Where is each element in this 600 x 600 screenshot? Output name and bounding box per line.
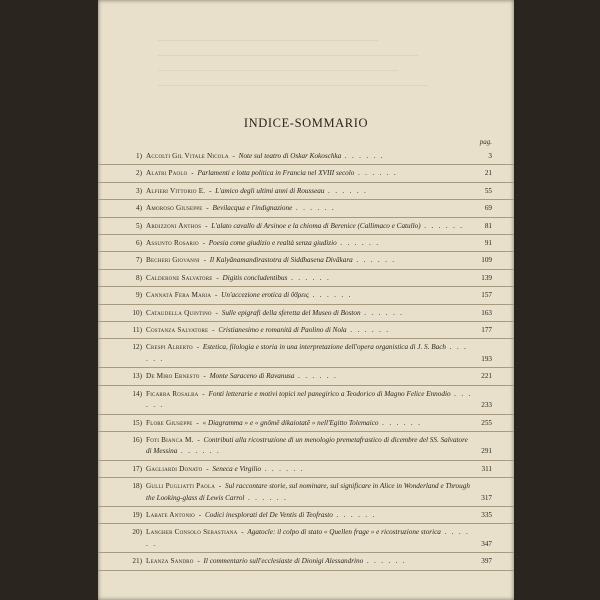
entry-separator: - bbox=[203, 221, 210, 230]
entry-separator: - bbox=[214, 273, 221, 282]
entry-leader-dots: . . . . . . bbox=[341, 152, 385, 160]
entry-number: 10) bbox=[132, 308, 142, 317]
entry-text bbox=[146, 308, 514, 319]
entry-text bbox=[146, 435, 514, 458]
entry-page-number: 233 bbox=[481, 401, 492, 410]
entry-title: Sulle epigrafi della sferetta del Museo di Boston bbox=[221, 308, 361, 317]
entry-leader-dots: . . . . . . bbox=[146, 528, 470, 548]
entry-text bbox=[146, 203, 514, 214]
entry-title: Cristianesimo e romanità di Paolino di Nola bbox=[218, 326, 347, 335]
entry-number: 15) bbox=[132, 418, 142, 427]
entry-title: L'alato cavallo di Arsinoe e la chioma di Berenice (Callimaco e Catullo) bbox=[211, 221, 421, 230]
entry-text bbox=[146, 238, 514, 249]
entry-author: Gulli Pugliatti Paola bbox=[146, 482, 216, 491]
entry-number: 20) bbox=[132, 528, 142, 537]
entry-author: Cannatà Fera Maria bbox=[146, 291, 212, 300]
entry-author: Flore Giuseppe bbox=[146, 418, 193, 427]
entry-author: Gagliardi Donato bbox=[146, 464, 203, 473]
entry-title: Estetica, filologia e storia in una interpretazione dell'opera organistica di J. S. Bach bbox=[202, 343, 447, 352]
entry-text bbox=[146, 151, 514, 162]
entry-number: 13) bbox=[132, 372, 142, 381]
entry-author: Amoroso Giuseppe bbox=[146, 204, 203, 213]
entry-page-number: 347 bbox=[481, 539, 492, 548]
entry-separator: - bbox=[194, 418, 201, 427]
entry-leader-dots: . . . . . . bbox=[352, 256, 396, 265]
entry-text bbox=[146, 510, 514, 521]
entry-leader-dots: . . . . . . bbox=[146, 389, 473, 410]
entry-page-number: 221 bbox=[481, 372, 492, 381]
entry-author: Costanza Salvatore bbox=[146, 326, 209, 335]
entry-author: Labate Antonio bbox=[146, 510, 195, 519]
entry-leader-dots: . . . . . . bbox=[360, 308, 404, 317]
entry-leader-dots: . . . . . . bbox=[177, 447, 221, 456]
entry-author: Alfieri Vittorio E. bbox=[146, 186, 206, 195]
entry-text bbox=[146, 186, 514, 197]
entry-leader-dots: . . . . . . bbox=[308, 291, 353, 300]
entry-author: Ficarra Rosalba bbox=[146, 389, 199, 398]
toc-entry bbox=[98, 305, 514, 322]
entry-page-number: 3 bbox=[488, 152, 492, 160]
entry-page-number: 157 bbox=[481, 291, 492, 300]
entry-page-number: 163 bbox=[481, 308, 492, 317]
toc-entry bbox=[98, 235, 514, 252]
entry-number: 6) bbox=[136, 239, 142, 248]
entry-number: 18) bbox=[132, 482, 142, 491]
entry-separator: - bbox=[195, 435, 202, 444]
entry-author: De Miro Ernesto bbox=[146, 372, 200, 381]
entry-separator: - bbox=[196, 510, 203, 519]
entry-number: 4) bbox=[136, 204, 142, 213]
toc-entry bbox=[98, 183, 514, 200]
entry-number: 2) bbox=[136, 169, 142, 178]
entry-separator: - bbox=[200, 239, 207, 248]
toc-entry bbox=[98, 478, 514, 507]
entry-title: Agatocle: il colpo di stato « Quellen frage » e ricostruzione storica bbox=[247, 528, 441, 537]
entry-number: 16) bbox=[132, 435, 142, 444]
entry-page-number: 311 bbox=[481, 464, 492, 473]
entry-text bbox=[146, 221, 514, 232]
entry-separator: - bbox=[217, 482, 224, 491]
entry-separator: - bbox=[189, 169, 196, 178]
entry-leader-dots: . . . . . . bbox=[336, 239, 380, 248]
toc-entry bbox=[98, 270, 514, 287]
entry-separator: - bbox=[194, 343, 201, 352]
entry-author: Assunto Rosario bbox=[146, 239, 199, 248]
entry-title: Bevilacqua e l'indignazione bbox=[212, 204, 293, 213]
entry-separator: - bbox=[213, 291, 220, 300]
entry-title: Digitis concludentibus bbox=[222, 273, 288, 282]
entry-leader-dots: . . . . . . bbox=[332, 510, 377, 519]
book-page bbox=[98, 0, 514, 600]
entry-title: Fonti letterarie e motivi topici nel panegirico a Teodorico di Magno Felice Ennodio bbox=[208, 389, 451, 398]
entry-title: Codici inesplorati del De Ventis di Teofrasto bbox=[204, 510, 333, 519]
entry-leader-dots: . . . . . . bbox=[324, 186, 368, 195]
entry-number: 12) bbox=[132, 343, 142, 352]
toc-entry bbox=[98, 165, 514, 182]
entry-number: 21) bbox=[132, 557, 142, 566]
entry-separator: - bbox=[201, 372, 208, 381]
entry-number: 7) bbox=[136, 256, 142, 265]
entry-text bbox=[146, 418, 514, 429]
entry-title: Il commentario sull'ecclesiaste di Dionigi Alessandrino bbox=[203, 557, 364, 566]
entry-title: Seneca e Virgilio bbox=[212, 464, 262, 473]
entry-title: Note sul teatro di Oskar Kokoschka bbox=[238, 152, 342, 160]
toc-entry bbox=[98, 148, 514, 165]
toc-entry bbox=[98, 368, 514, 385]
entry-leader-dots: . . . . . . bbox=[420, 221, 464, 230]
entry-page-number: 81 bbox=[484, 221, 492, 230]
entry-page-number: 397 bbox=[481, 557, 492, 566]
entry-number: 1) bbox=[136, 152, 142, 160]
page-column-label: pag. bbox=[479, 138, 492, 146]
entry-author: Calderone Salvatore bbox=[146, 273, 213, 282]
entry-title: Poesia come giudizio e realtà senza giudizio bbox=[208, 239, 337, 248]
entry-page-number: 177 bbox=[481, 326, 492, 335]
bleed-through-text bbox=[98, 0, 514, 100]
entry-title: Un'accezione erotica di ὕϐρεις bbox=[221, 291, 309, 300]
entry-author: Ardizzoni Anthos bbox=[146, 221, 202, 230]
entry-leader-dots: . . . . . . bbox=[346, 326, 390, 335]
entry-text bbox=[146, 273, 514, 284]
entry-author: Alatri Paolo bbox=[146, 169, 188, 178]
entry-title: « Diagramma » e « gnômē dikaiotatē » nell'Egitto Tolemaico bbox=[202, 418, 379, 427]
entry-author: Accolti Gil Vitale Nicola bbox=[146, 152, 229, 160]
toc-entry bbox=[98, 322, 514, 339]
entry-page-number: 69 bbox=[484, 204, 492, 213]
entry-leader-dots: . . . . . . bbox=[292, 204, 336, 213]
entry-page-number: 109 bbox=[481, 256, 492, 265]
entry-page-number: 335 bbox=[481, 510, 492, 519]
entry-author: Cataudella Quintino bbox=[146, 308, 212, 317]
entry-text bbox=[146, 255, 514, 266]
entry-leader-dots: . . . . . . bbox=[294, 372, 338, 381]
entry-number: 8) bbox=[136, 273, 142, 282]
entry-leader-dots: . . . . . . bbox=[363, 557, 407, 566]
entry-leader-dots: . . . . . . bbox=[287, 273, 331, 282]
entry-number: 17) bbox=[132, 464, 142, 473]
entry-title: Il Kalyānamandirastotra di Siddhasena Divākara bbox=[209, 256, 353, 265]
entry-author: Becheri Giovanni bbox=[146, 256, 200, 265]
entry-separator: - bbox=[195, 557, 202, 566]
entry-number: 5) bbox=[136, 221, 142, 230]
entry-separator: - bbox=[204, 204, 211, 213]
entry-text bbox=[146, 527, 514, 550]
entry-text bbox=[146, 389, 514, 412]
toc-entry bbox=[98, 339, 514, 368]
entry-separator: - bbox=[207, 186, 214, 195]
entry-leader-dots: . . . . . . bbox=[261, 464, 305, 473]
toc-entry bbox=[98, 553, 514, 570]
entry-text bbox=[146, 464, 514, 475]
entry-separator: - bbox=[213, 308, 220, 317]
entry-text bbox=[146, 342, 514, 365]
entry-author: Langher Consolo Sebastiana bbox=[146, 528, 238, 537]
entry-title: L'amico degli ultimi anni di Rousseau bbox=[215, 186, 325, 195]
entry-leader-dots: . . . . . . bbox=[146, 343, 468, 363]
entry-title: Monte Saraceno di Ravanusa bbox=[209, 372, 295, 381]
entry-page-number: 255 bbox=[481, 418, 492, 427]
table-of-contents bbox=[98, 148, 514, 571]
entry-leader-dots: . . . . . . bbox=[378, 418, 422, 427]
toc-entry bbox=[98, 386, 514, 415]
entry-text bbox=[146, 371, 514, 382]
entry-number: 14) bbox=[132, 389, 142, 398]
entry-page-number: 317 bbox=[481, 493, 492, 502]
entry-text bbox=[146, 556, 514, 567]
entry-page-number: 193 bbox=[481, 354, 492, 363]
entry-page-number: 139 bbox=[481, 273, 492, 282]
entry-separator: - bbox=[210, 326, 217, 335]
entry-page-number: 55 bbox=[484, 186, 492, 195]
toc-entry bbox=[98, 415, 514, 432]
entry-author: Crespi Alberto bbox=[146, 343, 193, 352]
entry-title: Parlamenti e lotta politica in Francia nel XVIII secolo bbox=[197, 169, 355, 178]
entry-leader-dots: . . . . . . bbox=[244, 493, 288, 502]
entry-title: Sul raccontare storie, sul nominare, sul significare in Alice in Wonderland e Through the Looking-glass di Lewis Carrol bbox=[146, 482, 470, 502]
entry-separator: - bbox=[230, 152, 237, 160]
entry-text bbox=[146, 168, 514, 179]
toc-entry bbox=[98, 252, 514, 269]
entry-separator: - bbox=[201, 256, 208, 265]
entry-separator: - bbox=[200, 389, 207, 398]
entry-page-number: 91 bbox=[484, 239, 492, 248]
toc-entry bbox=[98, 218, 514, 235]
toc-entry bbox=[98, 432, 514, 461]
entry-text bbox=[146, 481, 514, 504]
toc-entry bbox=[98, 287, 514, 304]
entry-number: 11) bbox=[132, 326, 142, 335]
entry-leader-dots: . . . . . . bbox=[354, 169, 398, 178]
entry-text bbox=[146, 325, 514, 336]
entry-page-number: 291 bbox=[481, 447, 492, 456]
entry-author: Leanza Sandro bbox=[146, 557, 194, 566]
entry-title: Contributi alla ricostruzione di un menologio premetafrastico di dicembre del SS. Salvatore di Messina bbox=[146, 435, 468, 456]
entry-number: 9) bbox=[136, 291, 142, 300]
entry-number: 19) bbox=[132, 510, 142, 519]
entry-separator: - bbox=[239, 528, 246, 537]
entry-number: 3) bbox=[136, 186, 142, 195]
entry-text bbox=[146, 290, 514, 301]
entry-page-number: 21 bbox=[484, 169, 492, 178]
toc-entry bbox=[98, 461, 514, 478]
entry-separator: - bbox=[204, 464, 211, 473]
toc-entry bbox=[98, 200, 514, 217]
toc-entry bbox=[98, 524, 514, 553]
entry-author: Foti Bianca M. bbox=[146, 435, 194, 444]
toc-entry bbox=[98, 507, 514, 524]
page-title: INDICE-SOMMARIO bbox=[243, 116, 369, 130]
